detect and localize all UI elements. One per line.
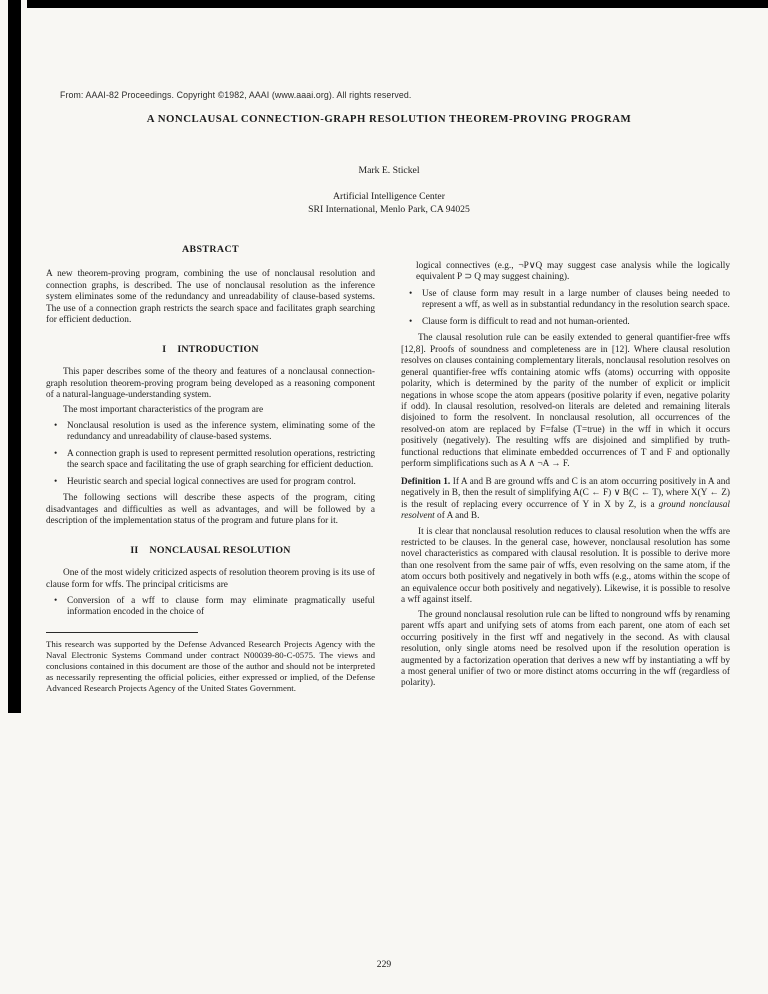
affiliation-line-1: Artificial Intelligence Center [333,191,445,202]
footnote-separator [46,632,198,633]
affiliation [40,191,738,216]
intro-paragraph-3: The following sections will describe these aspects of the program, citing disadvantages and difficulties as well as advantages, and will be followed by a description of the implementation status of the program and future plans for it. [46,493,375,527]
continuation-paragraph: logical connectives (e.g., ¬P∨Q may suggest case analysis while the logically equivalent P ⊃ Q may suggest chaining). [416,261,730,283]
paper-title: A NONCLAUSAL CONNECTION-GRAPH RESOLUTION THEOREM-PROVING PROGRAM [146,113,632,125]
resolution-paragraph-1: One of the most widely criticized aspects of resolution theorem proving is its use of clause form for wffs. The principal criticisms are [46,568,375,590]
author-name: Mark E. Stickel [358,165,420,176]
copyright-line: From: AAAI-82 Proceedings. Copyright ©1982, AAAI (www.aaai.org). All rights reserved. [60,90,412,100]
body-paragraph-3: The ground nonclausal resolution rule can be lifted to nonground wffs by renaming parent wffs apart and unifying sets of atoms from each parent, one atom of each set occurring positively in the first wff and negatively in the second. As with clausal resolution, only single atoms need be resolved upon if the resolution operation is augmented by a factorization operation that derives a new wff by instantiating a wff by a most general unifier of two or more distinct atoms occurring in the wff (regardless of polarity). [401,609,730,689]
section-title: INTRODUCTION [177,343,259,355]
definition-text-pre: If A and B are ground wffs and C is an atom occurring positively in A and negatively in B, then the result of simplifying A(C ← F) ∨ B(C ← T), where X(Y ← Z) is the result of replacing every occurrence of Y in X by Z, is a [401,476,730,510]
section-number: I [162,343,167,355]
list-item-text: Conversion of a wff to clause form may eliminate pragmatically useful information encoded in the choice of [67,595,375,618]
right-column [401,240,730,693]
list-item-text: A connection graph is used to represent permitted resolution operations, restricting the search space and facilitating the use of graph searching for efficient deduction. [67,448,375,471]
page-number: 229 [376,959,392,970]
list-item [46,596,375,619]
list-item-text: Use of clause form may result in a large number of clauses being needed to represent a wff, as well as in substantial redundancy in the resolution search space. [422,288,730,311]
footnote-text: This research was supported by the Defense Advanced Research Projects Agency with the Naval Electronic Systems Command under contract N00039-80-C-0575. The views and conclusions contained in this document are those of the author and should not be interpreted as necessarily representing the official policies, either expressed or implied, of the Defense Advanced Research Projects Agency of the United States Government. [46,638,375,693]
list-item [46,477,375,488]
bullet-icon: • [54,448,58,459]
intro-paragraph-2: The most important characteristics of the program are [63,404,264,415]
bullet-icon: • [54,476,58,487]
list-item-text: Clause form is difficult to read and not human-oriented. [422,316,630,327]
list-item [46,421,375,444]
list-item [46,449,375,472]
definition-term: ground nonclausal resolvent [401,499,730,522]
bullet-icon: • [54,420,58,431]
body-paragraph-1: The clausal resolution rule can be easily extended to general quantifier-free wffs [12,8]. Proofs of soundness and completeness are in [12]. Where clausal resolution resolves on clauses containing complementary literals, nonclausal resolution resolves on general quantifier-free wffs containing atomic wffs (atoms) occurring with opposite polarity, which is determined by the parity of the number of explicit or implicit negations in whose scope the atom appears (positive polarity if even, negative polarity if odd). In clausal resolution, resolved-on literals are deleted and remaining literals disjoined to form the resolvent. In nonclausal resolution, all occurrences of the resolved-on atom are replaced by F=false (T=true) in the wff in which it occurs positively (negatively). The resulting wffs are disjoined and simplified by truth-functional reductions that eliminate embedded occurrences of T and F and optionally perform simplifications such as A ∧ ¬A → F. [401,333,730,470]
bullet-icon: • [409,288,413,299]
section-number: II [130,544,139,556]
bullet-icon: • [54,595,58,606]
definition-label: Definition 1. [401,476,451,487]
abstract-text: A new theorem-proving program, combining the use of nonclausal resolution and connection graphs, is described. The use of nonclausal resolution as the inference system eliminates some of the redundancy and unreadability of clause-based systems. The use of a connection graph restricts the search space and facilitates graph searching for efficient deduction. [46,269,375,326]
list-item-text: Heuristic search and special logical connectives are used for program control. [67,476,356,487]
scan-artifact-top-bar [27,0,768,8]
intro-paragraph-1: This paper describes some of the theory and features of a nonclausal connection-graph resolution theorem-proving program being developed as a reasoning component of a natural-language-understanding system. [46,367,375,401]
body-paragraph-2: It is clear that nonclausal resolution reduces to clausal resolution when the wffs are restricted to be clauses. In the general case, however, nonclausal resolution has some novel characteristics as compared with clausal resolution. It is possible to derive more than one resolvent from the same pair of wffs, even resolving on the same atom, if the atom occurs both positively and negatively in both wffs (e.g., atoms within the scope of an equivalence occur both positively and negatively). Likewise, it is possible to resolve a wff against itself. [401,526,730,606]
two-column-body [46,240,730,693]
definition-text-post: of A and B. [434,511,480,522]
section-heading-introduction [46,344,375,355]
section-title: NONCLAUSAL RESOLUTION [149,544,291,556]
left-column [46,240,375,693]
affiliation-line-2: SRI International, Menlo Park, CA 94025 [308,203,470,215]
definition-1 [401,477,730,523]
bullet-icon: • [409,316,413,327]
list-item [401,289,730,312]
section-heading-nonclausal-resolution [46,545,375,556]
scan-artifact-left-bar [8,0,21,713]
abstract-heading: ABSTRACT [182,244,239,255]
list-item [401,317,730,328]
list-item-text: Nonclausal resolution is used as the inference system, eliminating some of the redundancy and unreadability of clause-based systems. [67,420,375,443]
